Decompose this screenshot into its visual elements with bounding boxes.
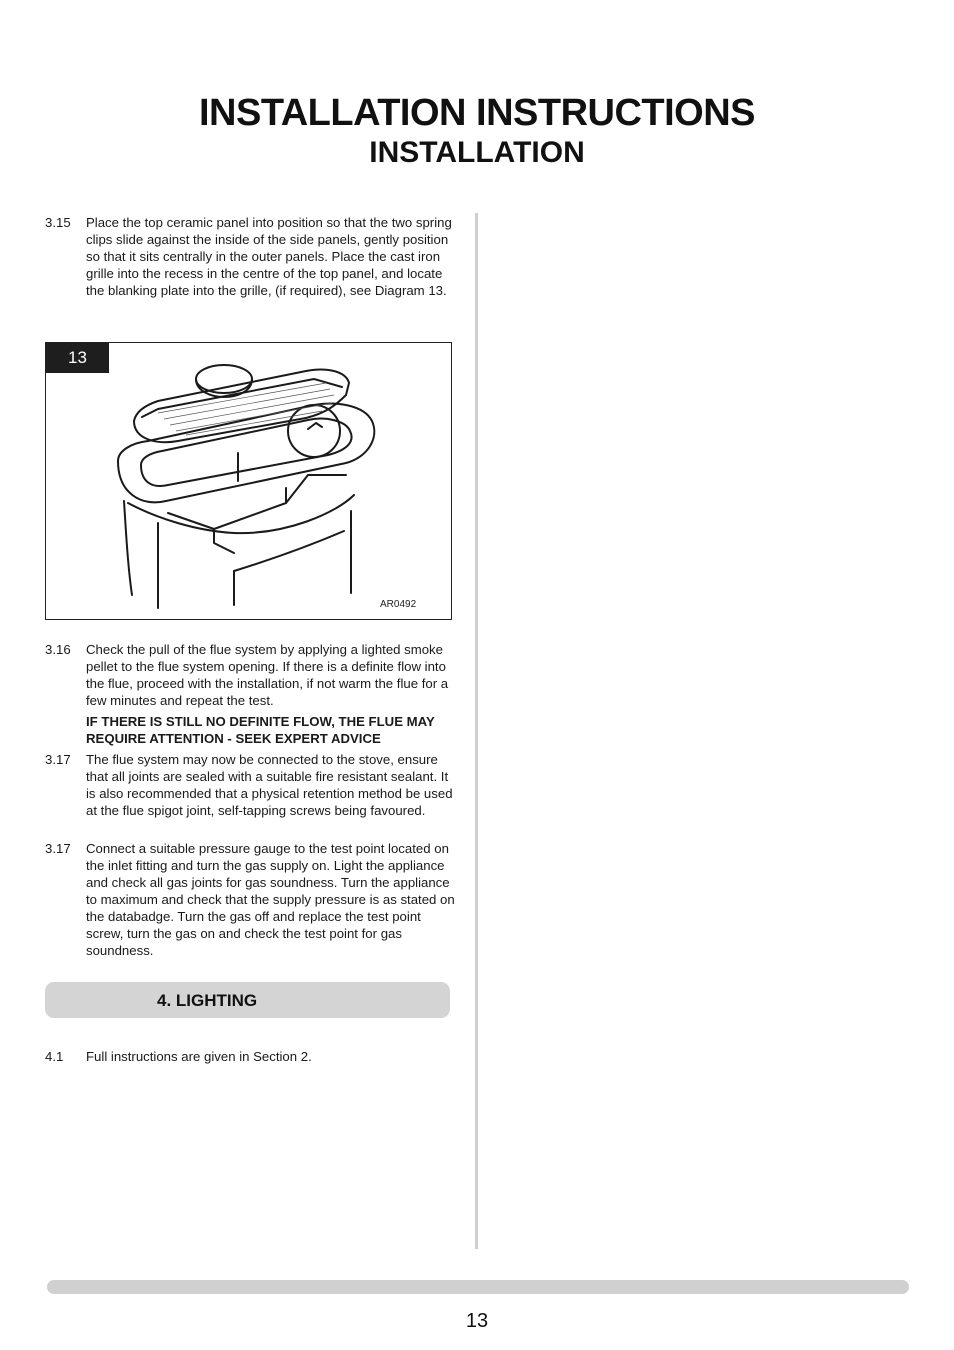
paragraph-number: 3.16 <box>45 642 71 657</box>
page-subtitle: INSTALLATION <box>369 136 585 169</box>
page-title: INSTALLATION INSTRUCTIONS <box>198 92 756 134</box>
paragraph-3-17-flue <box>45 751 455 819</box>
page-number: 13 <box>465 1310 489 1332</box>
column-divider <box>475 213 478 1249</box>
diagram-13 <box>45 342 452 620</box>
stove-top-illustration <box>46 343 451 619</box>
paragraph-number: 3.17 <box>45 752 71 767</box>
section-heading: 4. LIGHTING <box>157 991 258 1010</box>
paragraph-number: 4.1 <box>45 1049 64 1064</box>
paragraph-text: The flue system may now be connected to the stove, ensure that all joints are sealed with a suitable fire resistant sealant. It is also recommended that a physical retention method be used at the flue spigot joint, self-tapping screws being favoured. <box>86 752 453 818</box>
paragraph-text: Connect a suitable pressure gauge to the test point located on the inlet fitting and turn the gas supply on. Light the appliance and check all gas joints for gas soundness. Turn the appliance to maximum and check that the supply pressure is as stated on the databadge. Turn the gas off and replace the test point screw, turn the gas on and check the test point for gas soundness. <box>86 841 455 958</box>
footer-bar <box>47 1280 909 1294</box>
lighting-heading-bar <box>45 982 450 1018</box>
paragraph-3-15 <box>45 214 455 299</box>
paragraph-text: Place the top ceramic panel into position so that the two spring clips slide against the inside of the side panels, gently position so that it sits centrally in the outer panels. Place the cast iron grille into the recess in the centre of the top panel, and locate the blanking plate into the grille, (if required), see Diagram 13. <box>86 215 452 298</box>
paragraph-text: Check the pull of the flue system by applying a lighted smoke pellet to the flue system opening. If there is a definite flow into the flue, proceed with the installation, if not warm the flue for a few minutes and repeat the test. <box>86 642 449 708</box>
diagram-reference: AR0492 <box>380 599 417 610</box>
paragraph-3-17-gauge <box>45 840 455 959</box>
warning-text: IF THERE IS STILL NO DEFINITE FLOW, THE FLUE MAY REQUIRE ATTENTION - SEEK EXPERT ADVICE <box>86 714 435 746</box>
paragraph-number: 3.15 <box>45 215 71 230</box>
diagram-number-badge: 13 <box>46 343 109 373</box>
paragraph-4-1 <box>45 1048 455 1065</box>
paragraph-text: Full instructions are given in Section 2. <box>86 1049 312 1064</box>
paragraph-3-16 <box>45 641 455 747</box>
paragraph-number: 3.17 <box>45 841 71 856</box>
